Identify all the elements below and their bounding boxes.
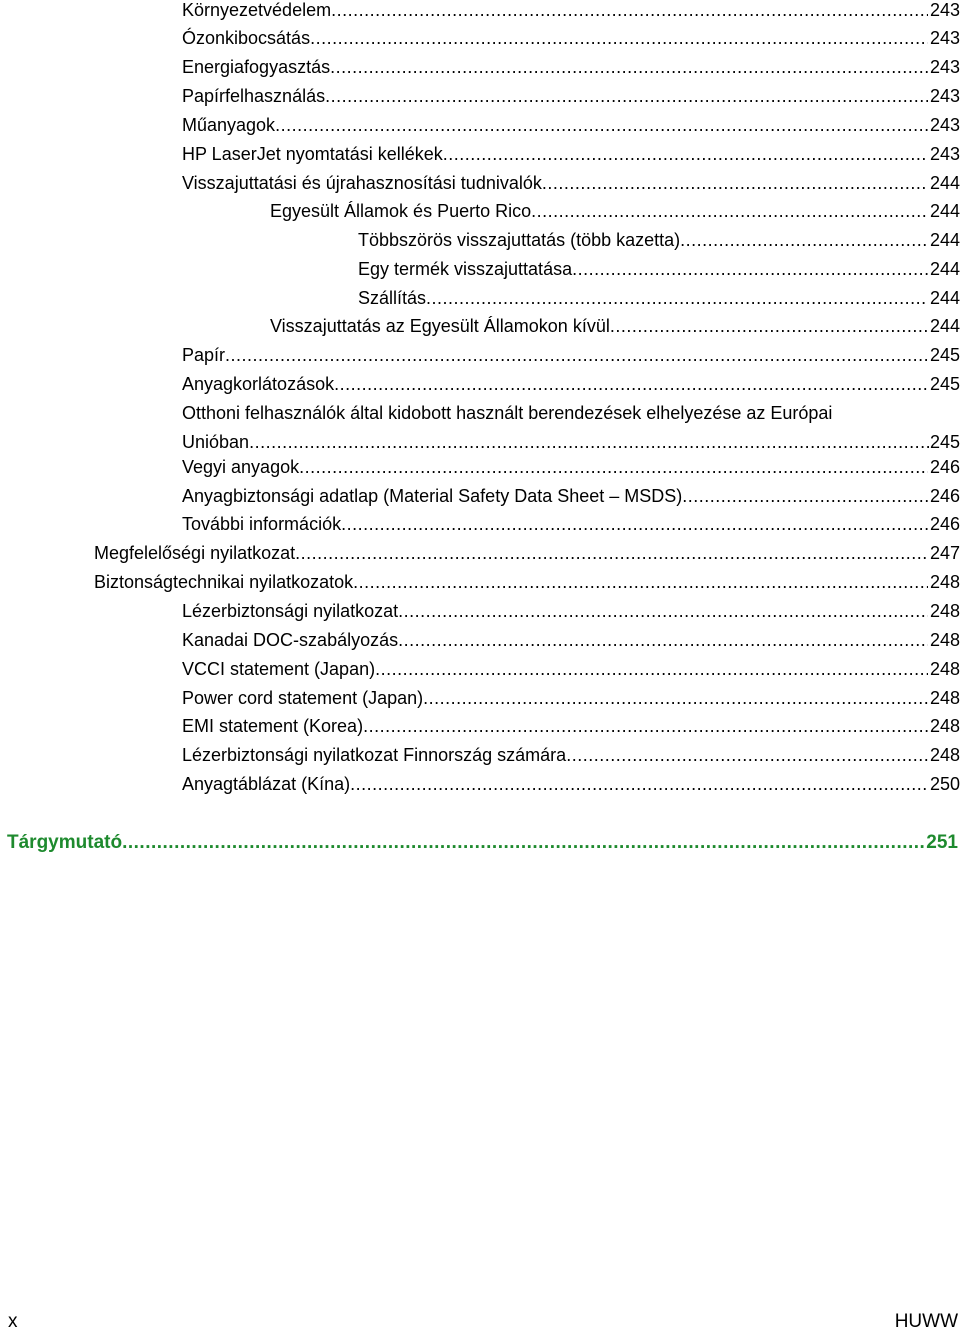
dot-leader <box>353 568 928 597</box>
dot-leader <box>275 111 928 140</box>
toc-entry-title: Power cord statement (Japan) <box>182 688 424 708</box>
toc-entry-page: 244 <box>929 288 960 308</box>
toc-entry-page: 248 <box>929 688 960 708</box>
toc-entry-title: Egy termék visszajuttatása <box>358 259 573 279</box>
toc-entry-title: Megfelelőségi nyilatkozat <box>94 543 296 563</box>
toc-entry-title: Visszajuttatás az Egyesült Államokon kívül <box>270 316 610 336</box>
toc-entry[interactable] <box>182 399 960 457</box>
toc-entry-title: Környezetvédelem <box>182 0 332 20</box>
toc-entry[interactable] <box>182 770 960 799</box>
dot-leader <box>299 453 928 482</box>
toc-entry[interactable] <box>182 626 960 655</box>
toc-entry-index[interactable] <box>7 832 958 854</box>
toc-entry-page: 248 <box>929 716 960 736</box>
dot-leader <box>610 312 928 341</box>
toc-entry-title: Visszajuttatási és újrahasznosítási tudnivalók <box>182 173 542 193</box>
dot-leader <box>680 226 928 255</box>
dot-leader <box>334 370 928 399</box>
toc-entry-title: Papírfelhasználás <box>182 86 326 106</box>
dot-leader <box>350 770 928 799</box>
toc-entry[interactable] <box>182 482 960 511</box>
toc-entry-page: 245 <box>929 431 960 452</box>
toc-entry-page: 243 <box>929 0 960 20</box>
toc-entry-title: Lézerbiztonsági nyilatkozat <box>182 601 399 621</box>
toc-entry-page: 244 <box>929 230 960 250</box>
footer-page-number: x <box>8 1311 18 1332</box>
toc-entry-page: 248 <box>929 745 960 765</box>
toc-entry[interactable] <box>182 82 960 111</box>
toc-entry-title: VCCI statement (Japan) <box>182 659 376 679</box>
toc-entry-page: 244 <box>929 316 960 336</box>
toc-entry-page: 246 <box>929 514 960 534</box>
toc-entry-title: Többszörös visszajuttatás (több kazetta) <box>358 230 681 250</box>
toc-entry-title: Kanadai DOC-szabályozás <box>182 630 399 650</box>
toc-entry-title: HP LaserJet nyomtatási kellékek <box>182 144 443 164</box>
toc-entry[interactable] <box>270 312 960 341</box>
toc-entry-title: Műanyagok <box>182 115 276 135</box>
toc-entry[interactable] <box>182 24 960 53</box>
toc-entry[interactable] <box>182 655 960 684</box>
dot-leader <box>682 482 928 511</box>
dot-leader <box>295 539 928 568</box>
toc-entry[interactable] <box>182 0 960 25</box>
dot-leader <box>423 684 928 713</box>
toc-entry-page: 244 <box>929 259 960 279</box>
toc-entry[interactable] <box>358 226 960 255</box>
toc-entry-title: Otthoni felhasználók által kidobott használt berendezések elhelyezése az Európai <box>182 403 833 423</box>
toc-entry-page: 244 <box>929 201 960 221</box>
toc-entry-page: 247 <box>929 543 960 563</box>
dot-leader <box>341 510 928 539</box>
toc-entry[interactable] <box>358 255 960 284</box>
toc-entry-title: Energiafogyasztás <box>182 57 331 77</box>
toc-entry-title: Anyagbiztonsági adatlap (Material Safety Data Sheet – MSDS) <box>182 486 683 506</box>
toc-entry-page: 243 <box>929 115 960 135</box>
toc-entry[interactable] <box>182 341 960 370</box>
dot-leader <box>531 197 928 226</box>
toc-entry-page: 243 <box>929 144 960 164</box>
toc-entry[interactable] <box>270 197 960 226</box>
toc-entry[interactable] <box>358 284 960 313</box>
toc-entry-page: 245 <box>929 374 960 394</box>
toc-entry-page: 251 <box>926 832 958 853</box>
toc-entry-page: 243 <box>929 86 960 106</box>
dot-leader <box>310 24 928 53</box>
toc-entry-page: 248 <box>929 601 960 621</box>
footer-code: HUWW <box>894 1311 958 1332</box>
dot-leader <box>325 82 928 111</box>
toc-entry-page: 250 <box>929 774 960 794</box>
dot-leader <box>542 169 928 198</box>
dot-leader <box>122 832 926 854</box>
toc-entry[interactable] <box>182 510 960 539</box>
toc-entry-title: Biztonságtechnikai nyilatkozatok <box>94 572 354 592</box>
dot-leader <box>398 626 928 655</box>
toc-entry-title: Lézerbiztonsági nyilatkozat Finnország számára <box>182 745 567 765</box>
toc-entry[interactable] <box>182 741 960 770</box>
toc-entry-title: EMI statement (Korea) <box>182 716 364 736</box>
toc-entry-title: Anyagkorlátozások <box>182 374 335 394</box>
toc-entry-page: 244 <box>929 173 960 193</box>
toc-entry[interactable] <box>94 539 960 568</box>
toc-entry-title: Papír <box>182 345 226 365</box>
dot-leader <box>426 284 928 313</box>
toc-entry-page: 243 <box>929 28 960 48</box>
toc-entry-page: 248 <box>929 572 960 592</box>
dot-leader <box>443 140 928 169</box>
toc-entry-page: 243 <box>929 57 960 77</box>
toc-entry-title: Tárgymutató <box>7 832 123 853</box>
toc-entry-page: 246 <box>929 457 960 477</box>
dot-leader <box>331 0 928 25</box>
toc-entry-page: 245 <box>929 345 960 365</box>
dot-leader <box>363 712 928 741</box>
dot-leader <box>572 255 928 284</box>
toc-entry-title: Vegyi anyagok <box>182 457 300 477</box>
toc-entry-title: Szállítás <box>358 288 427 308</box>
toc-entry[interactable] <box>182 684 960 713</box>
toc-entry-title: További információk <box>182 514 342 534</box>
dot-leader <box>330 53 928 82</box>
toc-entry-page: 248 <box>929 659 960 679</box>
dot-leader <box>566 741 928 770</box>
toc-entry[interactable] <box>182 140 960 169</box>
toc-entry-page: 246 <box>929 486 960 506</box>
toc-entry[interactable] <box>182 712 960 741</box>
toc-entry[interactable] <box>182 370 960 399</box>
toc-entry[interactable] <box>182 597 960 626</box>
toc-entry[interactable] <box>182 169 960 198</box>
toc-entry[interactable] <box>182 111 960 140</box>
toc-entry[interactable] <box>182 53 960 82</box>
dot-leader <box>398 597 928 626</box>
toc-entry-page: 248 <box>929 630 960 650</box>
toc-entry[interactable] <box>94 568 960 597</box>
toc-entry-title: Anyagtáblázat (Kína) <box>182 774 351 794</box>
dot-leader <box>375 655 928 684</box>
toc-entry-title: Ózonkibocsátás <box>182 28 311 48</box>
dot-leader <box>225 341 928 370</box>
toc-entry[interactable] <box>182 453 960 482</box>
toc-entry-title-continued: Unióban <box>182 431 250 452</box>
toc-entry-title: Egyesült Államok és Puerto Rico <box>270 201 532 221</box>
